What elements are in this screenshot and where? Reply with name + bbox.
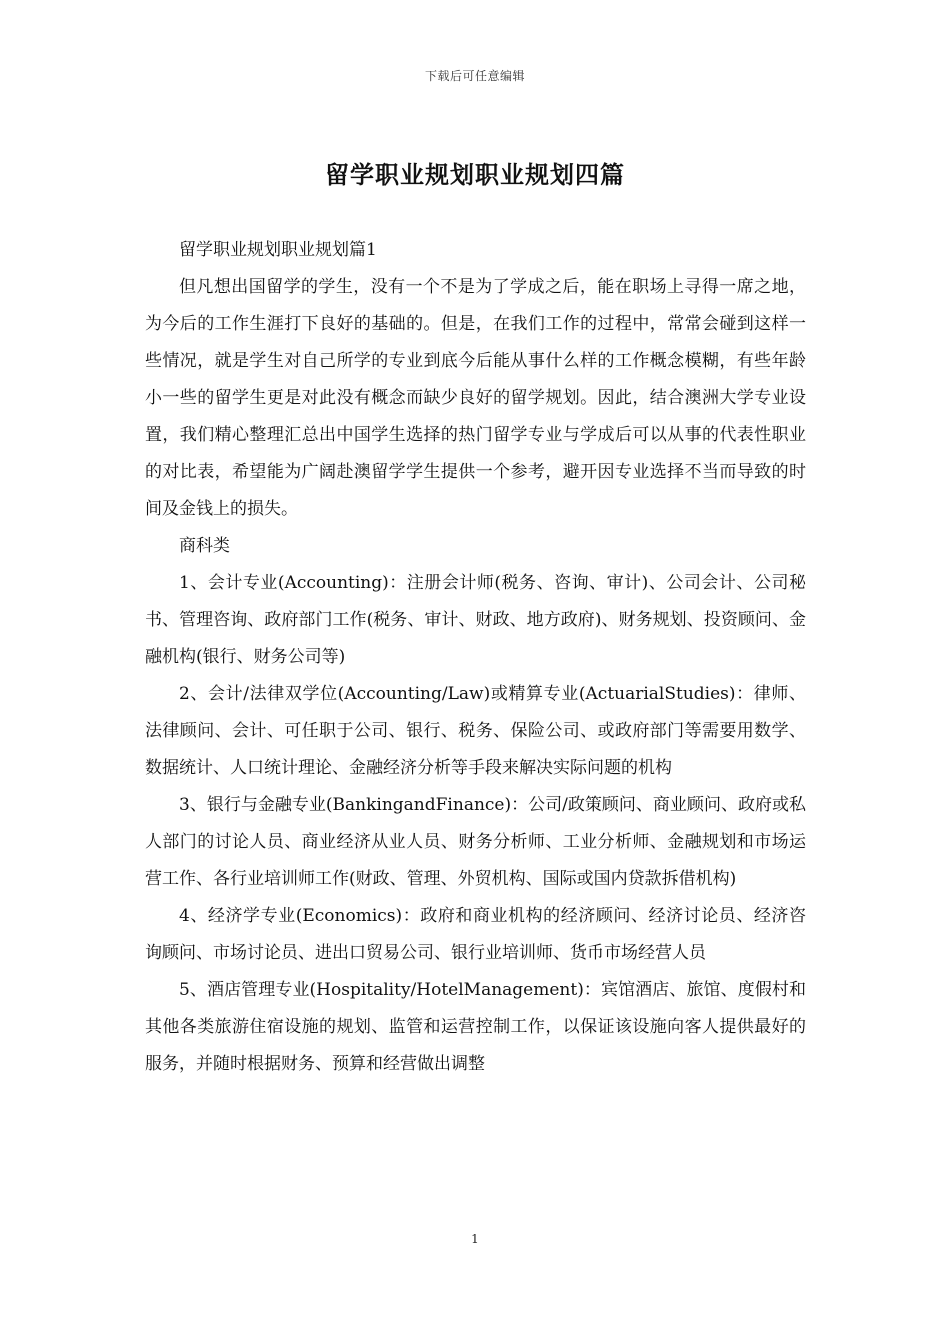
list-item-hospitality: 5、酒店管理专业(Hospitality/HotelManagement)：宾馆酒店、旅馆、度假村和其他各类旅游住宿设施的规划、监管和运营控制工作，以保证该设施向客人提供最好的服务，并随时根据财务、预算和经营做出调整 <box>145 980 806 1074</box>
category-heading: 商科类 <box>179 536 230 556</box>
document-title: 留学职业规划职业规划四篇 <box>325 160 625 189</box>
list-item-economics: 4、经济学专业(Economics)：政府和商业机构的经济顾问、经济讨论员、经济咨询顾问、市场讨论员、进出口贸易公司、银行业培训师、货币市场经营人员 <box>145 906 806 963</box>
list-item-banking-finance: 3、银行与金融专业(BankingandFinance)：公司/政策顾问、商业顾问、政府或私人部门的讨论人员、商业经济从业人员、财务分析师、工业分析师、金融规划和市场运营工作、各行业培训师工作(财政、管理、外贸机构、国际或国内贷款拆借机构) <box>145 795 806 889</box>
list-item-accounting-law: 2、会计/法律双学位(Accounting/Law)或精算专业(ActuarialStudies)：律师、法律顾问、会计、可任职于公司、银行、税务、保险公司、或政府部门等需要用数学、数据统计、人口统计理论、金融经济分析等手段来解决实际问题的机构 <box>145 684 806 778</box>
section-heading: 留学职业规划职业规划篇1 <box>179 240 377 260</box>
document-body <box>145 232 806 1083</box>
header-note: 下载后可任意编辑 <box>424 69 525 83</box>
intro-paragraph: 但凡想出国留学的学生，没有一个不是为了学成之后，能在职场上寻得一席之地，为今后的工作生涯打下良好的基础的。但是，在我们工作的过程中，常常会碰到这样一些情况，就是学生对自己所学的专业到底今后能从事什么样的工作概念模糊，有些年龄小一些的留学生更是对此没有概念而缺少良好的留学规划。因此，结合澳洲大学专业设置，我们精心整理汇总出中国学生选择的热门留学专业与学成后可以从事的代表性职业的对比表，希望能为广阔赴澳留学学生提供一个参考，避开因专业选择不当而导致的时间及金钱上的损失。 <box>145 277 806 519</box>
list-item-accounting: 1、会计专业(Accounting)：注册会计师(税务、咨询、审计)、公司会计、公司秘书、管理咨询、政府部门工作(税务、审计、财政、地方政府)、财务规划、投资顾问、金融机构(银行、财务公司等) <box>145 573 806 667</box>
page-number: 1 <box>471 1232 479 1246</box>
